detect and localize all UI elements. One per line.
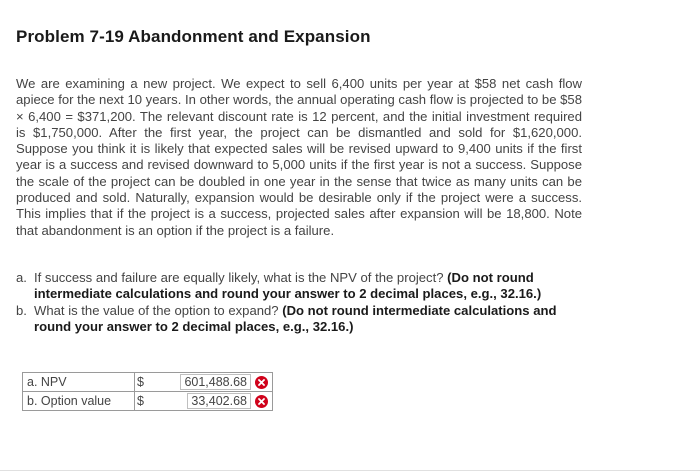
question-text: What is the value of the option to expand? (34, 302, 279, 318)
answer-row-npv (23, 373, 273, 392)
answer-value-cell (153, 392, 273, 411)
problem-title: Problem 7-19 Abandonment and Expansion (16, 27, 371, 46)
questions-list (16, 270, 596, 335)
question-b (16, 303, 596, 336)
problem-statement: We are examining a new project. We expect to sell 6,400 units per year at $58 net cash flow apiece for the next 10 years. In other words, the annual operating cash flow is projected to be $58 × 6,400 = $371,200. The relevant discount rate is 12 percent, and the initial investment required is $1,750,000. After the first year, the project can be dismantled and sold for $1,620,000. Suppose you think it is likely that expected sales will be revised upward to 9,400 units if the first year is a success and revised downward to 5,000 units if the first year is not a success. Suppose the scale of the project can be doubled in one year in the sense that twice as many units can be produced and sold. Naturally, expansion would be desirable only if the project were a success. This implies that if the project is a success, projected sales after expansion will be 18,800. Note that abandonment is an option if the project is a failure. (16, 76, 582, 238)
question-letter: a. (16, 270, 27, 285)
question-instruction: (Do not round intermediate calculations and round your answer to 2 decimal places, e.g., 32.16.) (34, 302, 557, 334)
answer-label: b. Option value (23, 392, 135, 411)
currency-symbol: $ (135, 392, 153, 411)
answer-value-cell (153, 373, 273, 392)
question-instruction: (Do not round intermediate calculations and round your answer to 2 decimal places, e.g., 32.16.) (34, 270, 542, 302)
question-text: If success and failure are equally likely, what is the NPV of the project? (34, 270, 444, 285)
answer-table (22, 372, 273, 411)
question-body (34, 270, 596, 303)
question-letter: b. (16, 302, 27, 318)
question-a (16, 270, 596, 303)
answer-label: a. NPV (23, 373, 135, 392)
incorrect-x-icon (255, 376, 268, 389)
incorrect-x-icon (255, 395, 268, 408)
answer-row-option-value (23, 392, 273, 411)
currency-symbol: $ (135, 373, 153, 392)
question-body (34, 303, 596, 336)
npv-answer-input[interactable]: 601,488.68 (180, 374, 251, 390)
option-value-answer-input[interactable]: 33,402.68 (187, 393, 251, 409)
divider (0, 470, 700, 471)
